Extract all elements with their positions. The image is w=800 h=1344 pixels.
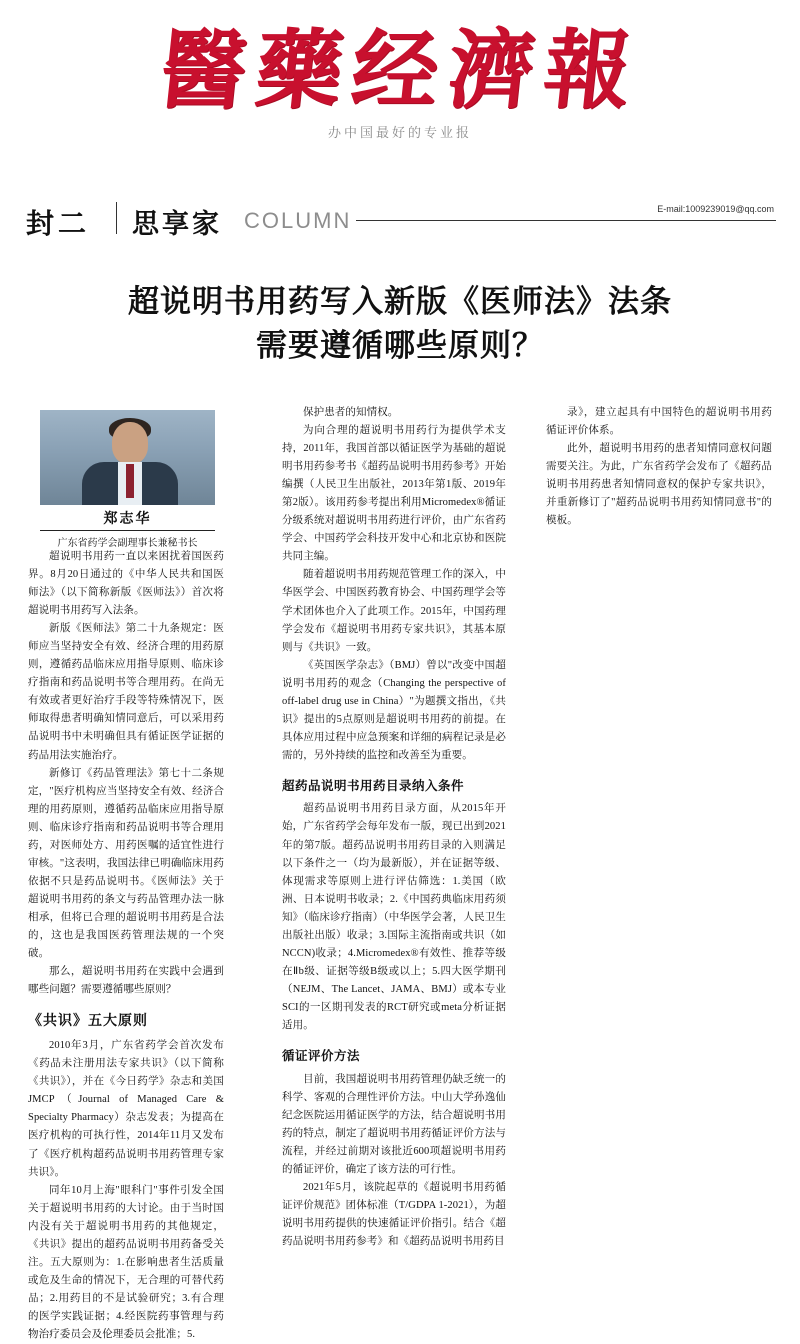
author-name-rule: [40, 530, 215, 531]
masthead-subtitle: 办中国最好的专业报: [327, 125, 472, 141]
header-rule: [356, 220, 776, 221]
article-column-3: [546, 404, 772, 530]
paragraph: 《英国医学杂志》（BMJ）曾以"改变中国超说明书用药的观念（Changing the perspective of off-label drug use in China）"为题撰文指出，《共识》提出的5点原则是超说明书用药的前提。在具体应用过程中应急预案和详细的病程记录是必需的，另外持续的监控和改善至为重要。: [282, 659, 506, 761]
divider: [116, 202, 117, 234]
paragraph: 2010年3月，广东省药学会首次发布《药品未注册用法专家共识》（以下简称《共识》），并在《今日药学》杂志和美国JMCP（Journal of Managed Care & Specialty Pharmacy）杂志发表；为提高在医疗机构的可执行性，2014年11月又发布了《医疗机构超药品说明书用药管理专家共识》。: [28, 1040, 224, 1178]
portrait-head: [112, 422, 148, 464]
author-block: [40, 410, 215, 549]
section-subheading: 《共识》五大原则: [28, 1013, 148, 1030]
headline-line-2: 需要遵循哪些原则？: [256, 328, 544, 365]
paragraph: 保护患者的知情权。: [303, 407, 399, 418]
paragraph: 录》，建立起具有中国特色的超说明书用药循证评价体系。: [546, 407, 772, 437]
author-name: 郑志华: [103, 511, 152, 527]
page-title: [30, 280, 770, 368]
cover-label: 封二: [26, 207, 91, 240]
headline-line-1: 超说明书用药写入新版《医师法》法条: [128, 284, 672, 320]
paragraph: 目前，我国超说明书用药管理仍缺乏统一的科学、客观的合理性评价方法。中山大学孙逸仙纪念医院运用循证医学的方法，结合超说明书用药的特点，制定了超说明书用药循证评价方法与流程，并经过前期对该批近600项超说明书用药的循证评价，确定了该方法的可行性。: [282, 1073, 506, 1175]
paragraph: 为向合理的超说明书用药行为提供学术支持，2011年，我国首部以循证医学为基础的超说明书用药参考书《超药品说明书用药参考》开始编撰（人民卫生出版社，2013年第1版、2019年第2版）。该用药参考提出利用Micromedex®循证分级系统对超说明书用药进行评价，由广东省药学会、中国药学会科技开发中心和北京协和医院共同主编。: [282, 425, 506, 563]
author-title: 广东省药学会副理事长兼秘书长: [57, 538, 198, 549]
article-column-2: [282, 404, 506, 1251]
column-name-en: COLUMN: [244, 208, 352, 233]
paragraph: 2021年5月，该院起草的《超说明书用药循证评价规范》团体标准（T/GDPA 1-2021），为超说明书用药提供的快速循证评价指引。结合《超药品说明书用药参考》和《超药品说明书用药目: [282, 1181, 506, 1247]
avatar: [40, 410, 215, 505]
masthead: [0, 20, 800, 141]
paragraph: 随着超说明书用药规范管理工作的深入，中华医学会、中国医药教育协会、中国药理学会等学术团体也介入了此项工作。2015年，中国药理学会发布《超说明书用药专家共识》，其基本原则与《共识》一致。: [282, 569, 506, 653]
column-name: 思享家: [132, 209, 222, 240]
article-column-1: [28, 548, 224, 1344]
paragraph: 超说明书用药一直以来困扰着国医药界。8月20日通过的《中华人民共和国医师法》（以下简称新版《医师法》）首次将超说明书用药写入法条。: [28, 551, 224, 617]
contact-email: E-mail:1009239019@qq.com: [657, 204, 774, 214]
paragraph: 同年10月上海"眼科门"事件引发全国关于超说明书用药的大讨论。由于当时国内没有关于超说明书用药的其他规定，《共识》提出的超药品说明书用药备受关注。五大原则为：1.在影响患者生活质量或危及生命的情况下，无合理的可替代药品；2.用药目的不是试验研究；3.有合理的医学实践证据；4.经医院药事管理与药物治疗委员会及伦理委员会批准；5.: [28, 1184, 224, 1340]
section-subheading: 循证评价方法: [282, 1048, 361, 1064]
paragraph: 超药品说明书用药目录方面，从2015年开始，广东省药学会每年发布一版，现已出到2021年的第7版。超药品说明书用药目录的入则满足以下条件之一（均为最新版），并在证据等级、体现需求等原则上进行评估筛选：1.美国（欧洲、日本说明书收录；2.《中国药典临床用药须知》（临床诊疗指南）（中华医学会著，人民卫生出版社出版）收录；3.国际主流指南或共识（如NCCN)收录；4.Micromedex®有效性、推荐等级在Ⅱb级、证据等级B级或以上；5.四大医学期刊（NEJM、The Lancet、JAMA、BMJ）或本专业SCI的一区期刊发表的RCT研究或meta分析证据适用。: [282, 803, 506, 1031]
paragraph: 新修订《药品管理法》第七十二条规定，"医疗机构应当坚持安全有效、经济合理的用药原则，遵循药品临床应用指导原则、临床诊疗指南和药品说明书等合理用药，对医师处方、用药医嘱的适宜性进行审核。"这表明，我国法律已明确临床用药依据不只是药品说明书。《医师法》关于超说明书用药的条文与药品管理办法一脉相承，但将已合理的超说明书用药是合法的，这也是我国医药管理法规的一个突破。: [28, 767, 224, 960]
portrait-tie: [126, 464, 134, 498]
paragraph: 新版《医师法》第二十九条规定：医师应当坚持安全有效、经济合理的用药原则，遵循药品临床应用指导原则、临床诊疗指南和药品说明书等合理用药。在尚无有效或者更好治疗手段等特殊情况下，医师取得患者明确知情同意后，可以采用药品说明书中未明确但具有循证医学证据的药品用法实施治疗。: [28, 623, 224, 761]
section-bar: [26, 198, 774, 246]
paragraph: 那么，超说明书用药在实践中会遇到哪些问题？需要遵循哪些原则？: [28, 966, 224, 996]
paragraph: 此外，超说明书用药的患者知情同意权问题需要关注。为此，广东省药学会发布了《超药品说明书用药患者知情同意权的保护专家共识》，并重新修订了"超药品说明书用药知情同意书"的模板。: [546, 443, 772, 527]
section-subheading: 超药品说明书用药目录纳入条件: [282, 777, 465, 793]
masthead-title: 醫藥经濟報: [154, 20, 646, 121]
